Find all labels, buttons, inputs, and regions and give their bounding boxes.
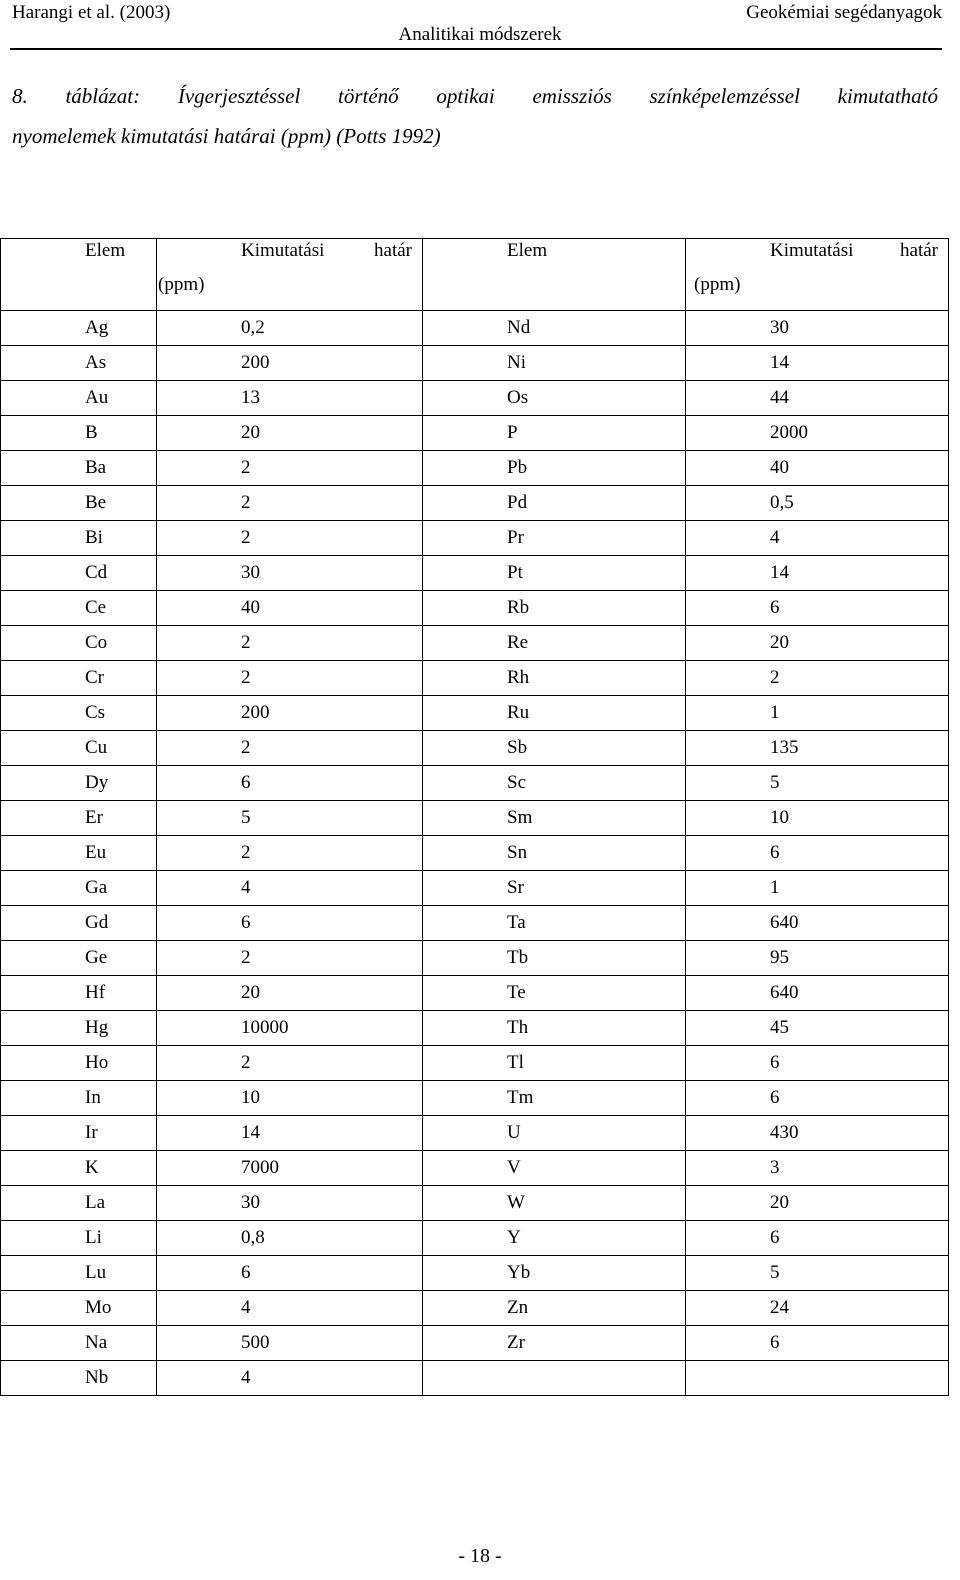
table-row bbox=[1, 1221, 949, 1256]
cell-limit-left: 4 bbox=[157, 1361, 423, 1396]
cell-element-left: K bbox=[1, 1151, 157, 1186]
cell-limit-right: 640 bbox=[686, 906, 949, 941]
cell-limit-left: 20 bbox=[157, 416, 423, 451]
cell-limit-left: 0,2 bbox=[157, 311, 423, 346]
cell-limit-left: 30 bbox=[157, 1186, 423, 1221]
cell-element-left: Au bbox=[1, 381, 157, 416]
cell-limit-right: 20 bbox=[686, 626, 949, 661]
cell-element-right: Ni bbox=[423, 346, 686, 381]
table-row bbox=[1, 486, 949, 521]
cell-element-right bbox=[423, 1361, 686, 1396]
cell-limit-left: 4 bbox=[157, 871, 423, 906]
cell-limit-right: 95 bbox=[686, 941, 949, 976]
table-row bbox=[1, 521, 949, 556]
cell-element-left: Lu bbox=[1, 1256, 157, 1291]
cell-limit-left: 2 bbox=[157, 836, 423, 871]
cell-limit-right: 1 bbox=[686, 696, 949, 731]
cell-element-right: Pd bbox=[423, 486, 686, 521]
cell-element-right: Sc bbox=[423, 766, 686, 801]
cell-limit-right: 44 bbox=[686, 381, 949, 416]
cell-limit-right: 10 bbox=[686, 801, 949, 836]
cell-limit-right: 640 bbox=[686, 976, 949, 1011]
cell-element-left: Co bbox=[1, 626, 157, 661]
header-elem-1 bbox=[1, 239, 157, 311]
cell-element-right: Re bbox=[423, 626, 686, 661]
table-row bbox=[1, 451, 949, 486]
table-body bbox=[1, 239, 949, 1396]
cell-element-left: As bbox=[1, 346, 157, 381]
cell-element-right: Yb bbox=[423, 1256, 686, 1291]
table-row bbox=[1, 836, 949, 871]
cell-element-right: Zr bbox=[423, 1326, 686, 1361]
cell-limit-left: 2 bbox=[157, 486, 423, 521]
cell-limit-right: 5 bbox=[686, 1256, 949, 1291]
cell-limit-left: 10 bbox=[157, 1081, 423, 1116]
cell-element-left: Ge bbox=[1, 941, 157, 976]
cell-limit-left: 2 bbox=[157, 661, 423, 696]
header-series: Geokémiai segédanyagok bbox=[746, 2, 942, 23]
cell-element-left: Hg bbox=[1, 1011, 157, 1046]
cell-limit-left: 2 bbox=[157, 626, 423, 661]
cell-element-right: Y bbox=[423, 1221, 686, 1256]
cell-limit-right: 6 bbox=[686, 1221, 949, 1256]
cell-element-left: B bbox=[1, 416, 157, 451]
table-row bbox=[1, 1151, 949, 1186]
cell-limit-right: 40 bbox=[686, 451, 949, 486]
cell-limit-left: 6 bbox=[157, 1256, 423, 1291]
cell-element-right: Sb bbox=[423, 731, 686, 766]
cell-limit-left: 10000 bbox=[157, 1011, 423, 1046]
cell-element-left: Ir bbox=[1, 1116, 157, 1151]
cell-element-right: Tl bbox=[423, 1046, 686, 1081]
cell-limit-left: 2 bbox=[157, 941, 423, 976]
table-row bbox=[1, 906, 949, 941]
table-row bbox=[1, 766, 949, 801]
cell-element-right: Os bbox=[423, 381, 686, 416]
cell-element-right: V bbox=[423, 1151, 686, 1186]
header-unit-1: (ppm) bbox=[158, 274, 205, 295]
cell-element-right: Tm bbox=[423, 1081, 686, 1116]
cell-limit-right: 1 bbox=[686, 871, 949, 906]
cell-element-right: Rb bbox=[423, 591, 686, 626]
header-section: Analitikai módszerek bbox=[398, 24, 562, 45]
cell-limit-left: 7000 bbox=[157, 1151, 423, 1186]
cell-element-left: Hf bbox=[1, 976, 157, 1011]
cell-limit-left: 40 bbox=[157, 591, 423, 626]
cell-limit-left: 2 bbox=[157, 1046, 423, 1081]
cell-limit-left: 6 bbox=[157, 766, 423, 801]
cell-element-left: Ho bbox=[1, 1046, 157, 1081]
cell-element-left: Cu bbox=[1, 731, 157, 766]
table-row bbox=[1, 311, 949, 346]
table-row bbox=[1, 801, 949, 836]
cell-element-right: W bbox=[423, 1186, 686, 1221]
page-number: - 18 - bbox=[458, 1545, 502, 1567]
cell-limit-left: 2 bbox=[157, 451, 423, 486]
cell-element-left: Be bbox=[1, 486, 157, 521]
table-row bbox=[1, 1116, 949, 1151]
cell-element-right: Zn bbox=[423, 1291, 686, 1326]
table-row bbox=[1, 381, 949, 416]
cell-limit-left: 6 bbox=[157, 906, 423, 941]
cell-element-right: Ru bbox=[423, 696, 686, 731]
cell-element-right: Pt bbox=[423, 556, 686, 591]
table-row bbox=[1, 1081, 949, 1116]
header-limit-word2: határ bbox=[374, 240, 412, 261]
cell-limit-left: 4 bbox=[157, 1291, 423, 1326]
cell-element-right: Th bbox=[423, 1011, 686, 1046]
cell-element-left: Eu bbox=[1, 836, 157, 871]
cell-element-left: Ga bbox=[1, 871, 157, 906]
header-limit-word1: Kimutatási bbox=[241, 240, 325, 261]
header-author: Harangi et al. (2003) bbox=[12, 2, 171, 23]
cell-element-right: Rh bbox=[423, 661, 686, 696]
cell-limit-left: 30 bbox=[157, 556, 423, 591]
cell-limit-right: 6 bbox=[686, 1326, 949, 1361]
caption-line-1: 8. táblázat: Ívgerjesztéssel történő optikai emissziós színképelemzéssel kimutatható bbox=[12, 84, 938, 108]
cell-limit-right: 430 bbox=[686, 1116, 949, 1151]
cell-limit-left: 20 bbox=[157, 976, 423, 1011]
cell-limit-left: 0,8 bbox=[157, 1221, 423, 1256]
cell-limit-right: 6 bbox=[686, 1046, 949, 1081]
cell-limit-left: 200 bbox=[157, 696, 423, 731]
cell-element-left: Er bbox=[1, 801, 157, 836]
cell-element-right: Ta bbox=[423, 906, 686, 941]
cell-element-left: Gd bbox=[1, 906, 157, 941]
header-rule bbox=[10, 48, 942, 50]
table-row bbox=[1, 976, 949, 1011]
cell-limit-right: 3 bbox=[686, 1151, 949, 1186]
cell-element-left: Nb bbox=[1, 1361, 157, 1396]
cell-limit-right: 135 bbox=[686, 731, 949, 766]
table-row bbox=[1, 941, 949, 976]
cell-limit-left: 2 bbox=[157, 731, 423, 766]
cell-element-left: Ce bbox=[1, 591, 157, 626]
table-row bbox=[1, 591, 949, 626]
table-header-row bbox=[1, 239, 949, 311]
cell-element-right: U bbox=[423, 1116, 686, 1151]
header-elem-label: Elem bbox=[85, 240, 126, 261]
cell-element-left: Li bbox=[1, 1221, 157, 1256]
cell-element-left: Cd bbox=[1, 556, 157, 591]
header-elem-2 bbox=[423, 239, 686, 311]
caption-line-2: nyomelemek kimutatási határai (ppm) (Potts 1992) bbox=[12, 124, 441, 148]
cell-limit-right: 2 bbox=[686, 661, 949, 696]
cell-element-right: Sn bbox=[423, 836, 686, 871]
table-row bbox=[1, 1326, 949, 1361]
header-limit-word2: határ bbox=[900, 240, 938, 261]
cell-limit-left: 200 bbox=[157, 346, 423, 381]
detection-limits-table bbox=[0, 238, 949, 1396]
cell-limit-left: 13 bbox=[157, 381, 423, 416]
table-row bbox=[1, 1361, 949, 1396]
table-row bbox=[1, 731, 949, 766]
cell-element-left: Ba bbox=[1, 451, 157, 486]
table-row bbox=[1, 1046, 949, 1081]
cell-limit-left: 14 bbox=[157, 1116, 423, 1151]
cell-element-right: Pr bbox=[423, 521, 686, 556]
table-row bbox=[1, 626, 949, 661]
table-row bbox=[1, 416, 949, 451]
cell-limit-right: 4 bbox=[686, 521, 949, 556]
cell-element-right: Te bbox=[423, 976, 686, 1011]
cell-element-right: Nd bbox=[423, 311, 686, 346]
header-limit-label bbox=[241, 241, 422, 261]
header-limit-label bbox=[770, 241, 948, 261]
table-row bbox=[1, 1011, 949, 1046]
table-row bbox=[1, 1256, 949, 1291]
cell-limit-right: 14 bbox=[686, 556, 949, 591]
cell-limit-right: 20 bbox=[686, 1186, 949, 1221]
cell-limit-right: 6 bbox=[686, 591, 949, 626]
cell-element-left: Mo bbox=[1, 1291, 157, 1326]
cell-limit-right: 6 bbox=[686, 836, 949, 871]
cell-limit-right: 45 bbox=[686, 1011, 949, 1046]
table-row bbox=[1, 1186, 949, 1221]
cell-element-right: Pb bbox=[423, 451, 686, 486]
table-row bbox=[1, 696, 949, 731]
header-limit-word1: Kimutatási bbox=[770, 240, 854, 261]
cell-element-left: In bbox=[1, 1081, 157, 1116]
cell-limit-right: 14 bbox=[686, 346, 949, 381]
cell-limit-right: 6 bbox=[686, 1081, 949, 1116]
cell-element-left: Na bbox=[1, 1326, 157, 1361]
cell-element-left: Bi bbox=[1, 521, 157, 556]
cell-element-left: Cr bbox=[1, 661, 157, 696]
header-elem-label: Elem bbox=[507, 240, 548, 261]
header-unit-2: (ppm) bbox=[694, 274, 741, 295]
table-row bbox=[1, 661, 949, 696]
cell-element-left: La bbox=[1, 1186, 157, 1221]
table-row bbox=[1, 871, 949, 906]
cell-element-right: Sm bbox=[423, 801, 686, 836]
cell-element-left: Dy bbox=[1, 766, 157, 801]
cell-element-right: P bbox=[423, 416, 686, 451]
cell-limit-right: 24 bbox=[686, 1291, 949, 1326]
header-limit-2 bbox=[686, 239, 949, 311]
cell-element-right: Sr bbox=[423, 871, 686, 906]
header-limit-1 bbox=[157, 239, 423, 311]
table-row bbox=[1, 1291, 949, 1326]
cell-limit-left: 2 bbox=[157, 521, 423, 556]
cell-limit-left: 500 bbox=[157, 1326, 423, 1361]
cell-limit-right: 0,5 bbox=[686, 486, 949, 521]
cell-limit-right bbox=[686, 1361, 949, 1396]
cell-element-left: Ag bbox=[1, 311, 157, 346]
cell-limit-right: 5 bbox=[686, 766, 949, 801]
cell-limit-right: 2000 bbox=[686, 416, 949, 451]
cell-element-left: Cs bbox=[1, 696, 157, 731]
cell-limit-left: 5 bbox=[157, 801, 423, 836]
cell-limit-right: 30 bbox=[686, 311, 949, 346]
table-caption bbox=[12, 76, 938, 156]
table-row bbox=[1, 346, 949, 381]
table-row bbox=[1, 556, 949, 591]
cell-element-right: Tb bbox=[423, 941, 686, 976]
